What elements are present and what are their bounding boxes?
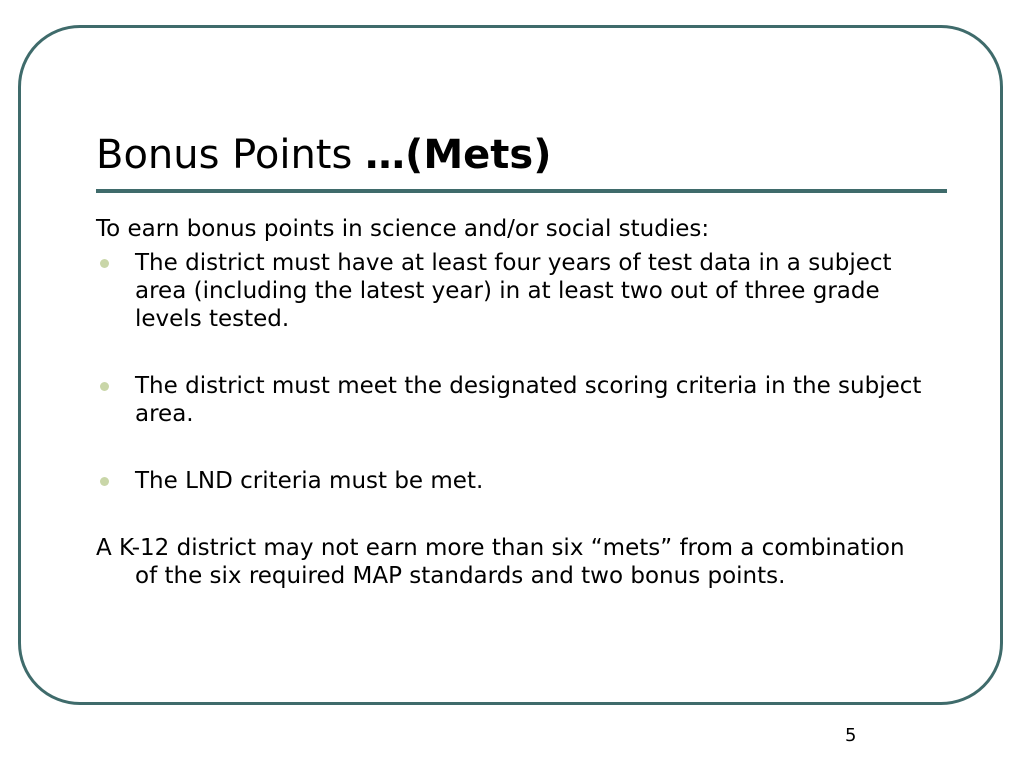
- bullet-text-1: The district must have at least four years of test data in a subject area (including the latest year) in at least two out of three grade levels tested.: [135, 250, 892, 332]
- bullet-icon: [100, 259, 109, 268]
- bullet-icon: [100, 477, 109, 486]
- page-number: 5: [845, 725, 857, 746]
- bullet-item-1: [96, 249, 926, 333]
- bullet-icon: [100, 382, 109, 391]
- closing-text: A K-12 district may not earn more than six “mets” from a combination of the six required MAP standards and two bonus points.: [96, 535, 905, 589]
- title-underline: [96, 189, 947, 193]
- title-regular: Bonus Points: [96, 132, 366, 178]
- slide-title: [96, 128, 551, 182]
- bullet-item-3: [96, 467, 926, 495]
- bullet-text-3: The LND criteria must be met.: [135, 468, 484, 494]
- intro-text: To earn bonus points in science and/or social studies:: [96, 216, 710, 242]
- bullet-item-2: [96, 372, 926, 428]
- bullet-text-2: The district must meet the designated scoring criteria in the subject area.: [135, 373, 922, 427]
- title-bold: …(Mets): [365, 132, 552, 178]
- slide-body: [96, 215, 926, 590]
